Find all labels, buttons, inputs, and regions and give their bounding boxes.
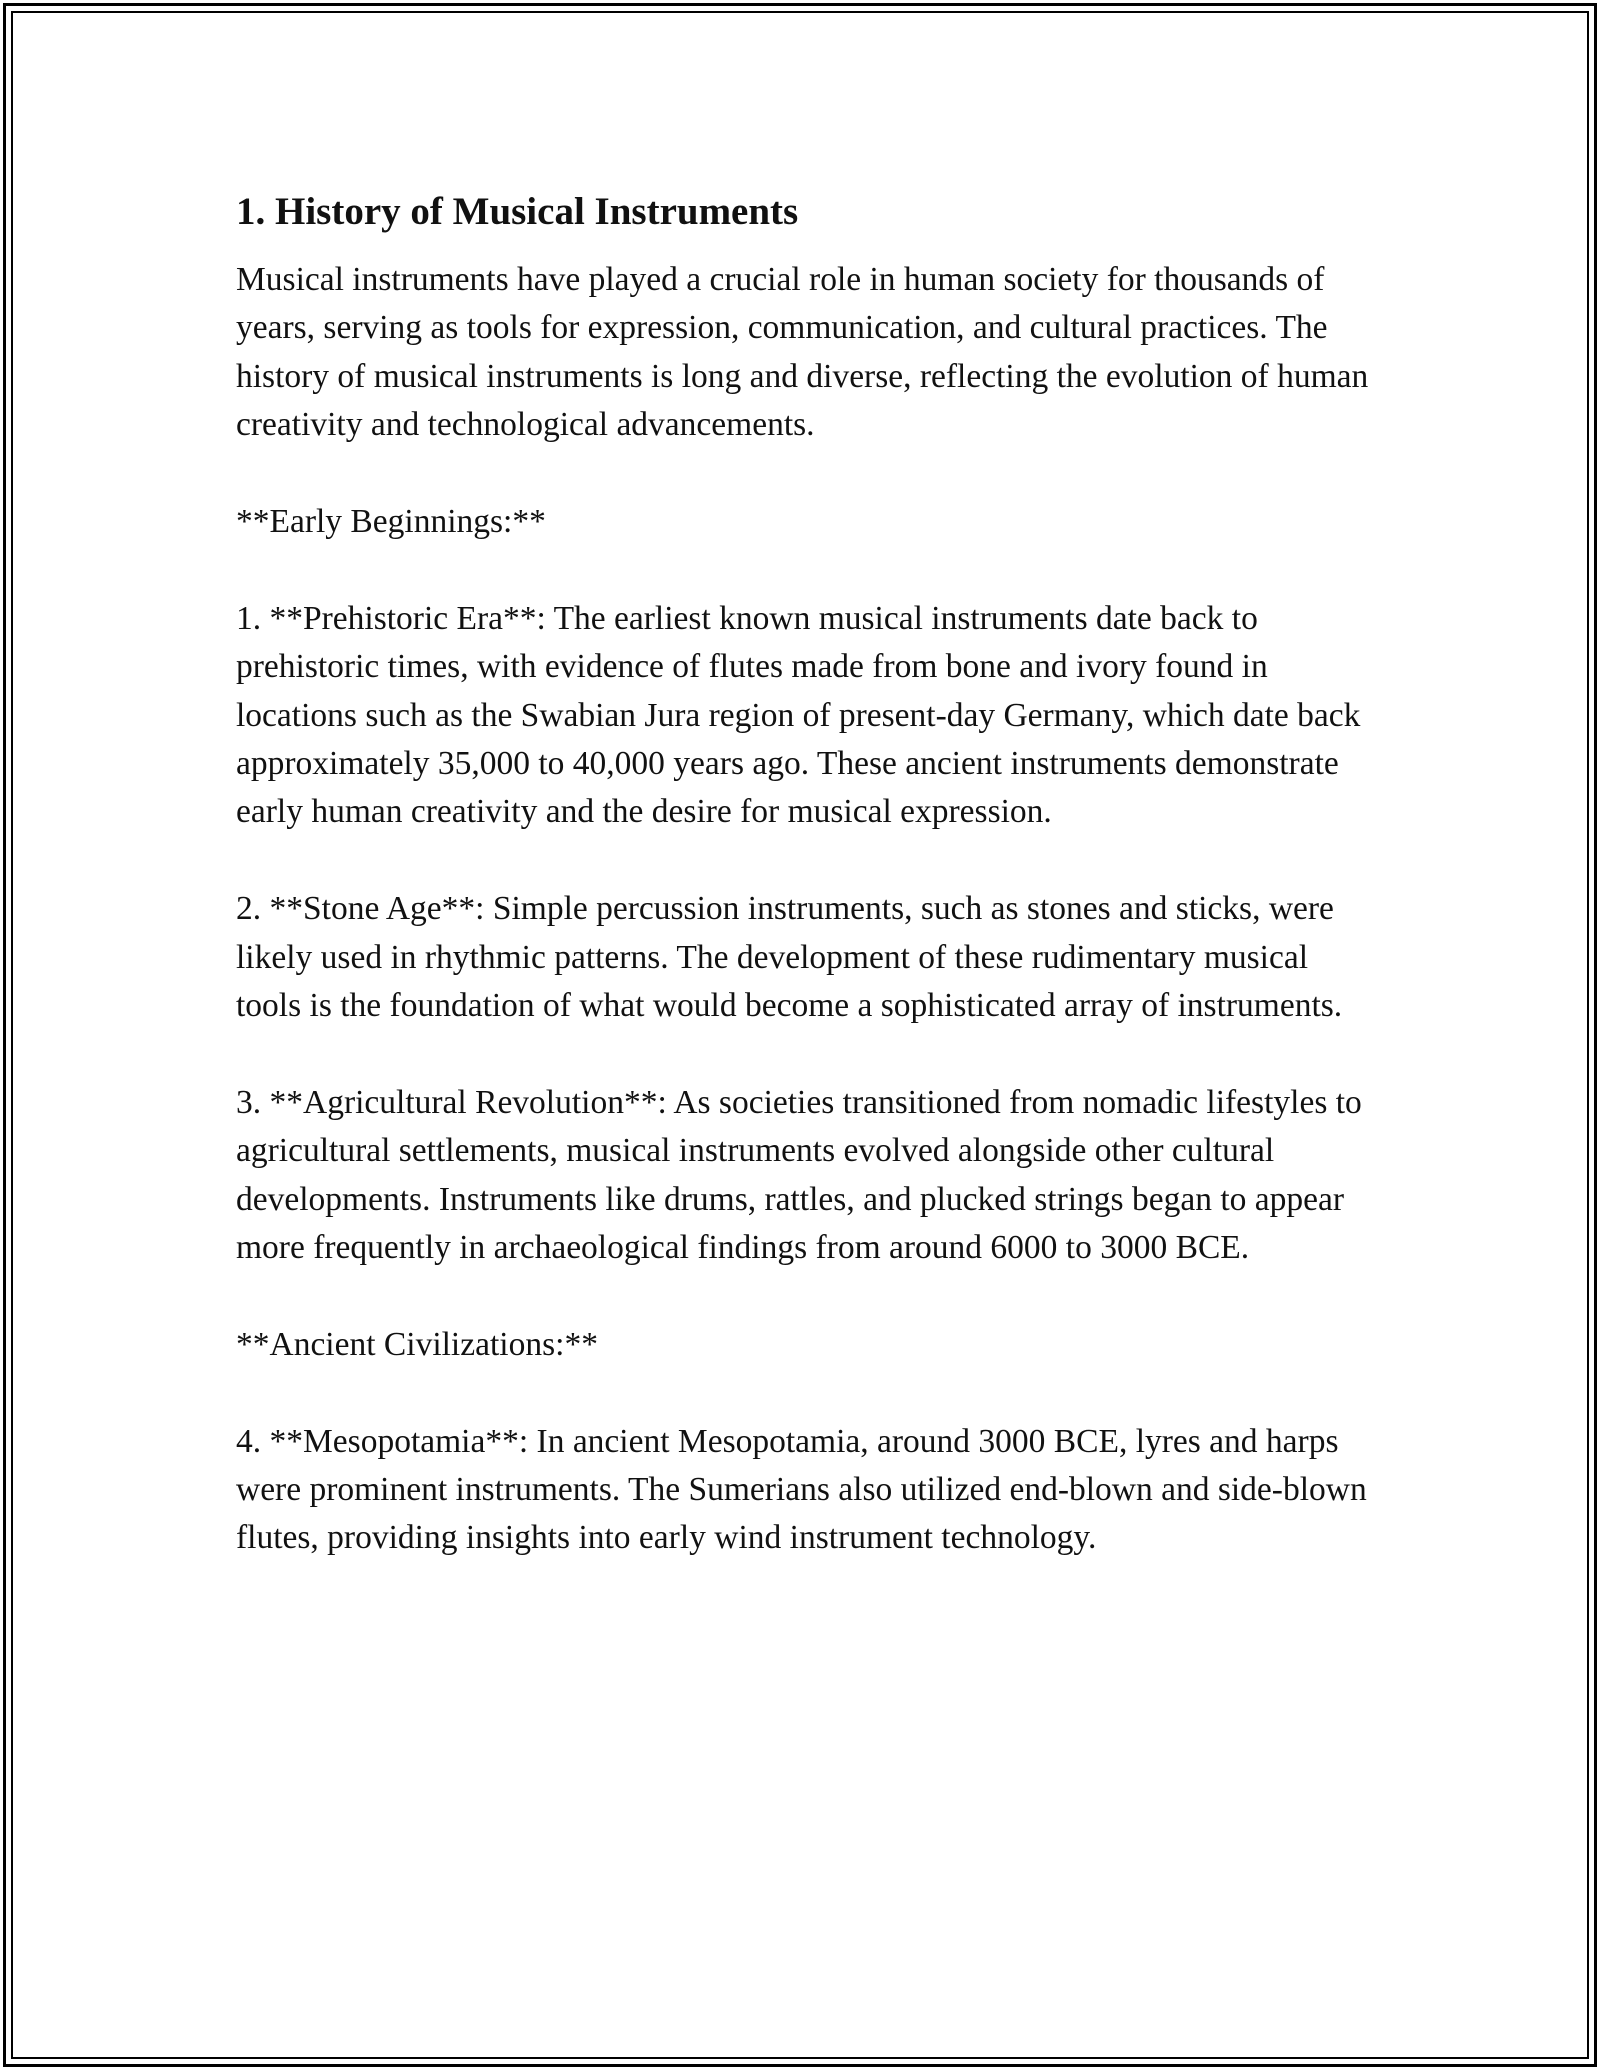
document-body xyxy=(236,186,1376,1611)
subheading-ancient-civilizations: **Ancient Civilizations:** xyxy=(236,1325,598,1363)
paragraph-agricultural-revolution: 3. **Agricultural Revolution**: As societies transitioned from nomadic lifestyles to agricultural settlements, musical instruments evolved alongside other cultural developments. Instruments like drums, rattles, and plucked strings began to appear more frequently in archaeological findings from around 6000 to 3000 BCE. xyxy=(236,1083,1362,1267)
intro-paragraph: Musical instruments have played a crucial role in human society for thousands of years, serving as tools for expression, communication, and cultural practices. The history of musical instruments is long and diverse, reflecting the evolution of human creativity and technological advancements. xyxy=(236,261,1369,444)
section-title: 1. History of Musical Instruments xyxy=(236,190,799,233)
paragraph-prehistoric-era: 1. **Prehistoric Era**: The earliest known musical instruments date back to prehistoric times, with evidence of flutes made from bone and ivory found in locations such as the Swabian Jura region of present-day Germany, which date back approximately 35,000 to 40,000 years ago. These ancient instruments demonstrate early human creativity and the desire for musical expression. xyxy=(236,599,1361,831)
paragraph-stone-age: 2. **Stone Age**: Simple percussion instruments, such as stones and sticks, were likely used in rhythmic patterns. The development of these rudimentary musical tools is the foundation of what would become a sophisticated array of instruments. xyxy=(236,890,1343,1025)
paragraph-mesopotamia: 4. **Mesopotamia**: In ancient Mesopotamia, around 3000 BCE, lyres and harps were prominent instruments. The Sumerians also utilized end-blown and side-blown flutes, providing insights into early wind instrument technology. xyxy=(236,1422,1367,1557)
subheading-early-beginnings: **Early Beginnings:** xyxy=(236,503,546,541)
